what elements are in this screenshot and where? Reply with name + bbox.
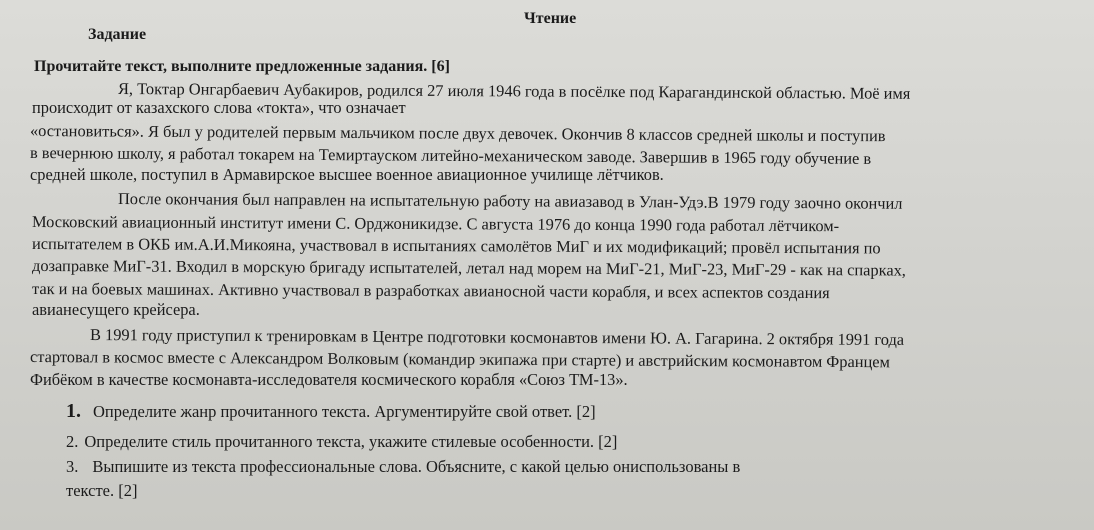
text-line: в вечернюю школу, я работал токарем на Темиртауском литейно-механическом заводе. Завершив в 1965 году обучение в — [29, 143, 872, 168]
task-item — [66, 457, 740, 477]
text-line: В 1991 году приступил к тренировкам в Центре подготовки космонавтов имени Ю. А. Гагарина. 2 октября 1991 года — [89, 325, 905, 349]
text-line: средней школе, поступил в Армавирское высшее военное авиационное училище лётчиков. — [30, 165, 664, 184]
instruction: Прочитайте текст, выполните предложенные задания. [6] — [34, 58, 450, 75]
text-line: После окончания был направлен на испытательную работу на авиазавод в Улан-Удэ.В 1979 году заочно окончил — [117, 189, 903, 213]
text-line: стартовал в космос вместе с Александром Волковым (командир экипажа при старте) и австрийским космонавтом Францем — [29, 347, 891, 372]
task-text: Выпишите из текста профессиональные слова. Объясните, с какой целью ониспользованы в — [92, 457, 741, 476]
task-number: 3. — [66, 457, 79, 476]
task-item — [66, 400, 596, 423]
section-label: Задание — [88, 26, 147, 43]
task-text: тексте. [2] — [66, 481, 138, 500]
task-text: Определите жанр прочитанного текста. Аргументируйте свой ответ. [2] — [93, 402, 596, 421]
text-line: Московский авиационный институт имени С. Орджоникидзе. С августа 1976 до конца 1990 года работал лётчиком- — [31, 212, 840, 236]
text-line: так и на боевых машинах. Активно участвовал в разработках авианосной части корабля, и всех аспектов создания — [31, 279, 830, 303]
task-item — [66, 432, 617, 452]
text-line: происходит от казахского слова «токта», что означает — [32, 98, 406, 117]
text-line: «остановиться». Я был у родителей первым мальчиком после двух девочек. Окончив 8 классов средней школы и поступив — [29, 121, 886, 146]
task-number: 2. — [66, 432, 79, 451]
text-line: испытателем в ОКБ им.А.И.Микояна, участвовал в испытаниях самолётов МиГ и их модификаций; провёл испытания по — [31, 234, 881, 258]
task-number: 1. — [66, 400, 81, 422]
task-item — [66, 481, 138, 501]
task-text: Определите стиль прочитанного текста, укажите стилевые особенности. [2] — [84, 432, 618, 451]
text-line: Фибёком в качестве космонавта-исследователя космического корабля «Союз ТМ-13». — [30, 370, 628, 389]
text-line: Я, Токтар Онгарбаевич Аубакиров, родился 27 июля 1946 года в посёлке под Карагандинской областью. Моё имя — [117, 79, 911, 103]
page-title: Чтение — [524, 10, 577, 27]
text-line: дозаправке МиГ-31. Входил в морскую бригаду испытателей, летал над морем на МиГ-21, МиГ-23, МиГ-29 - как на спарках, — [31, 256, 906, 280]
text-line: авианесущего крейсера. — [32, 300, 200, 319]
